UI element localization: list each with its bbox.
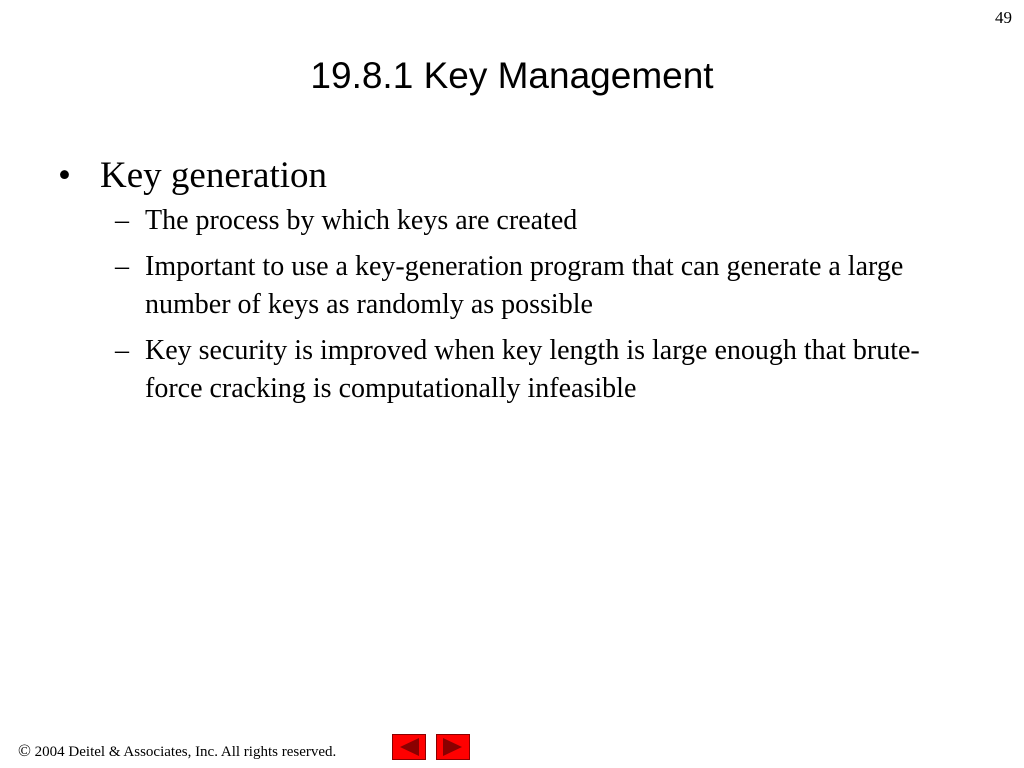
- sub-bullet-text: The process by which keys are created: [145, 205, 578, 236]
- dash-marker: –: [115, 335, 129, 366]
- bullet-text: Key generation: [100, 155, 328, 196]
- previous-slide-button[interactable]: [392, 734, 426, 760]
- dash-marker: –: [115, 205, 129, 236]
- sub-bullet-text: Important to use a key-generation program that can generate a large number of keys as randomly as possible: [145, 251, 904, 320]
- slide-content: [58, 152, 958, 416]
- right-arrow-icon: [437, 735, 469, 759]
- left-arrow-icon: [393, 735, 425, 759]
- bullet-item: [58, 152, 958, 200]
- sub-bullet-text: Key security is improved when key length is large enough that brute-force cracking is computationally infeasible: [145, 335, 920, 404]
- sub-bullet-list: [58, 202, 958, 408]
- bullet-marker: •: [58, 155, 71, 196]
- dash-marker: –: [115, 251, 129, 282]
- copyright-text: 2004 Deitel & Associates, Inc. All rights reserved.: [30, 744, 337, 760]
- sub-bullet-item: [58, 248, 945, 324]
- page-number: 49: [995, 8, 1012, 27]
- footer-copyright: [18, 742, 336, 761]
- next-slide-button[interactable]: [436, 734, 470, 760]
- sub-bullet-item: [58, 202, 945, 240]
- copyright-symbol: ©: [18, 741, 31, 760]
- slide-title: 19.8.1 Key Management: [310, 55, 714, 96]
- sub-bullet-item: [58, 332, 945, 408]
